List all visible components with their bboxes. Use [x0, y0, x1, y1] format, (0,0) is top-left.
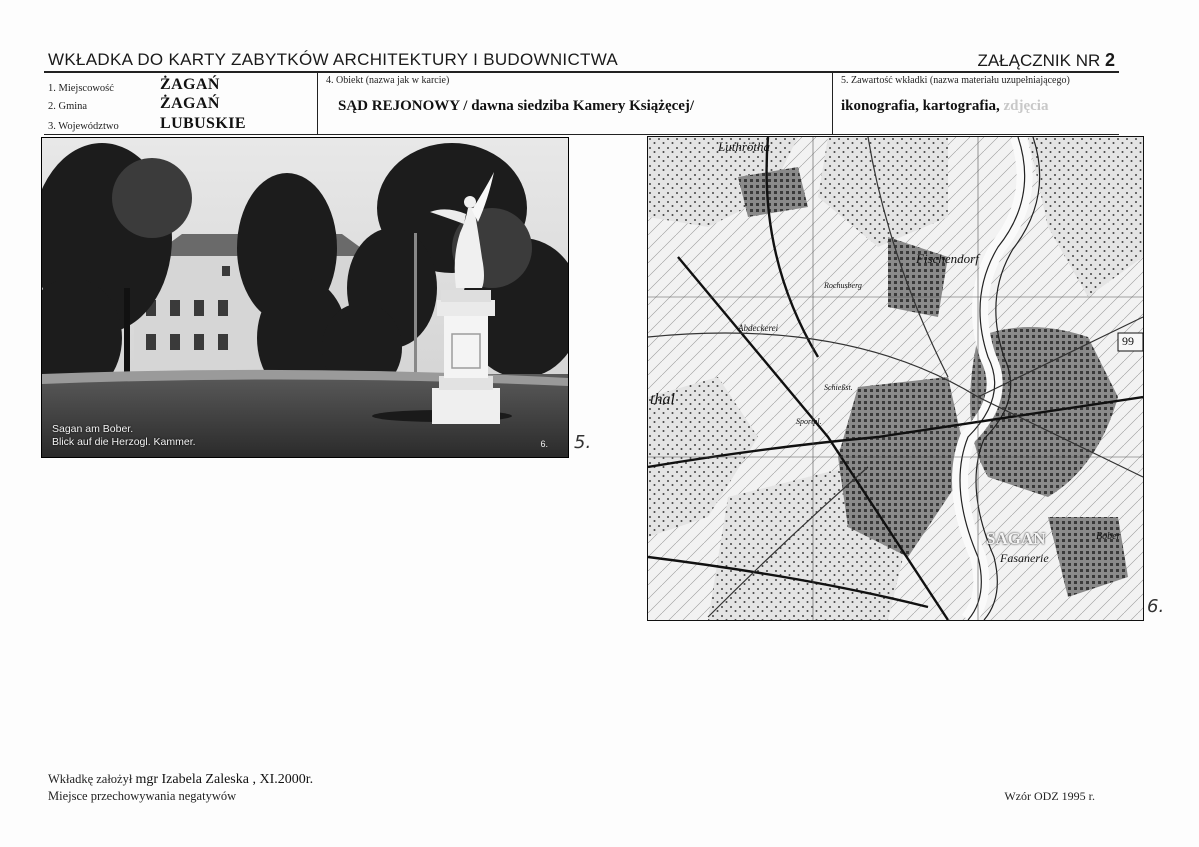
- contents-value: [841, 98, 1048, 115]
- historic-map: [647, 136, 1144, 621]
- attachment-label: ZAŁĄCZNIK NR: [977, 51, 1101, 70]
- template-version: Wzór ODZ 1995 r.: [1004, 789, 1095, 803]
- map-label-abdeckerei: Abdeckerei: [738, 323, 779, 333]
- photo-handwritten-number: 5.: [574, 432, 592, 453]
- attachment-number: [977, 50, 1115, 71]
- map-label-bober: Bober: [1096, 531, 1121, 542]
- map-sheet-number: 99: [1122, 334, 1134, 348]
- commune-value: ŻAGAŃ: [160, 95, 220, 112]
- map-label-fasanerie: Fasanerie: [1000, 551, 1049, 565]
- negatives-storage-label: Miejsce przechowywania negatywów: [48, 789, 237, 803]
- photo-caption-line-1: Sagan am Bober.: [52, 423, 134, 435]
- attachment-number-value: 2: [1104, 50, 1115, 70]
- locality-label: 1. Miejscowość: [48, 83, 114, 94]
- photo-print-number: 6.: [540, 439, 548, 449]
- map-label-thal: thal: [650, 391, 675, 408]
- photo-illustration: [42, 138, 568, 457]
- map-label-sportplatz: Sportpl.: [796, 417, 822, 426]
- contents-label: 5. Zawartość wkładki (nazwa materiału uzupełniającego): [841, 75, 1070, 86]
- header-rule: [44, 71, 1119, 73]
- photo-caption: [52, 423, 196, 449]
- column-divider-1: [317, 73, 318, 134]
- metadata-bottom-rule: [44, 134, 1119, 135]
- object-label: 4. Obiekt (nazwa jak w karcie): [326, 75, 450, 86]
- commune-label: 2. Gmina: [48, 101, 88, 112]
- map-illustration: [648, 137, 1143, 620]
- object-value: SĄD REJONOWY / dawna siedziba Kamery Książęcej/: [338, 98, 695, 114]
- founded-by: [48, 772, 313, 788]
- document-title: WKŁADKA DO KARTY ZABYTKÓW ARCHITEKTURY I BUDOWNICTWA: [48, 50, 619, 69]
- map-label-sagan: SAGAN: [986, 529, 1046, 548]
- contents-faded-text: zdjęcia: [1003, 98, 1049, 114]
- map-handwritten-number: 6.: [1147, 596, 1165, 617]
- map-label-rochusberg: Rochusberg: [824, 281, 862, 290]
- column-divider-2: [832, 73, 833, 134]
- map-label-schiessstand: Schießst.: [824, 383, 853, 392]
- photo-caption-line-2: Blick auf die Herzogl. Kammer.: [52, 436, 196, 448]
- voivodeship-value: LUBUSKIE: [160, 115, 246, 132]
- locality-value: ŻAGAŃ: [160, 76, 220, 93]
- founded-by-label: Wkładkę założył: [48, 772, 133, 786]
- map-label-luthrotha: Luthrötha: [718, 139, 771, 154]
- contents-value-text: ikonografia, kartografia,: [841, 98, 1000, 114]
- voivodeship-label: 3. Województwo: [48, 121, 119, 132]
- map-label-fischendorf: Fischendorf: [916, 251, 979, 266]
- founded-by-value: mgr Izabela Zaleska , XI.2000r.: [135, 772, 314, 787]
- historic-photo: [41, 137, 569, 458]
